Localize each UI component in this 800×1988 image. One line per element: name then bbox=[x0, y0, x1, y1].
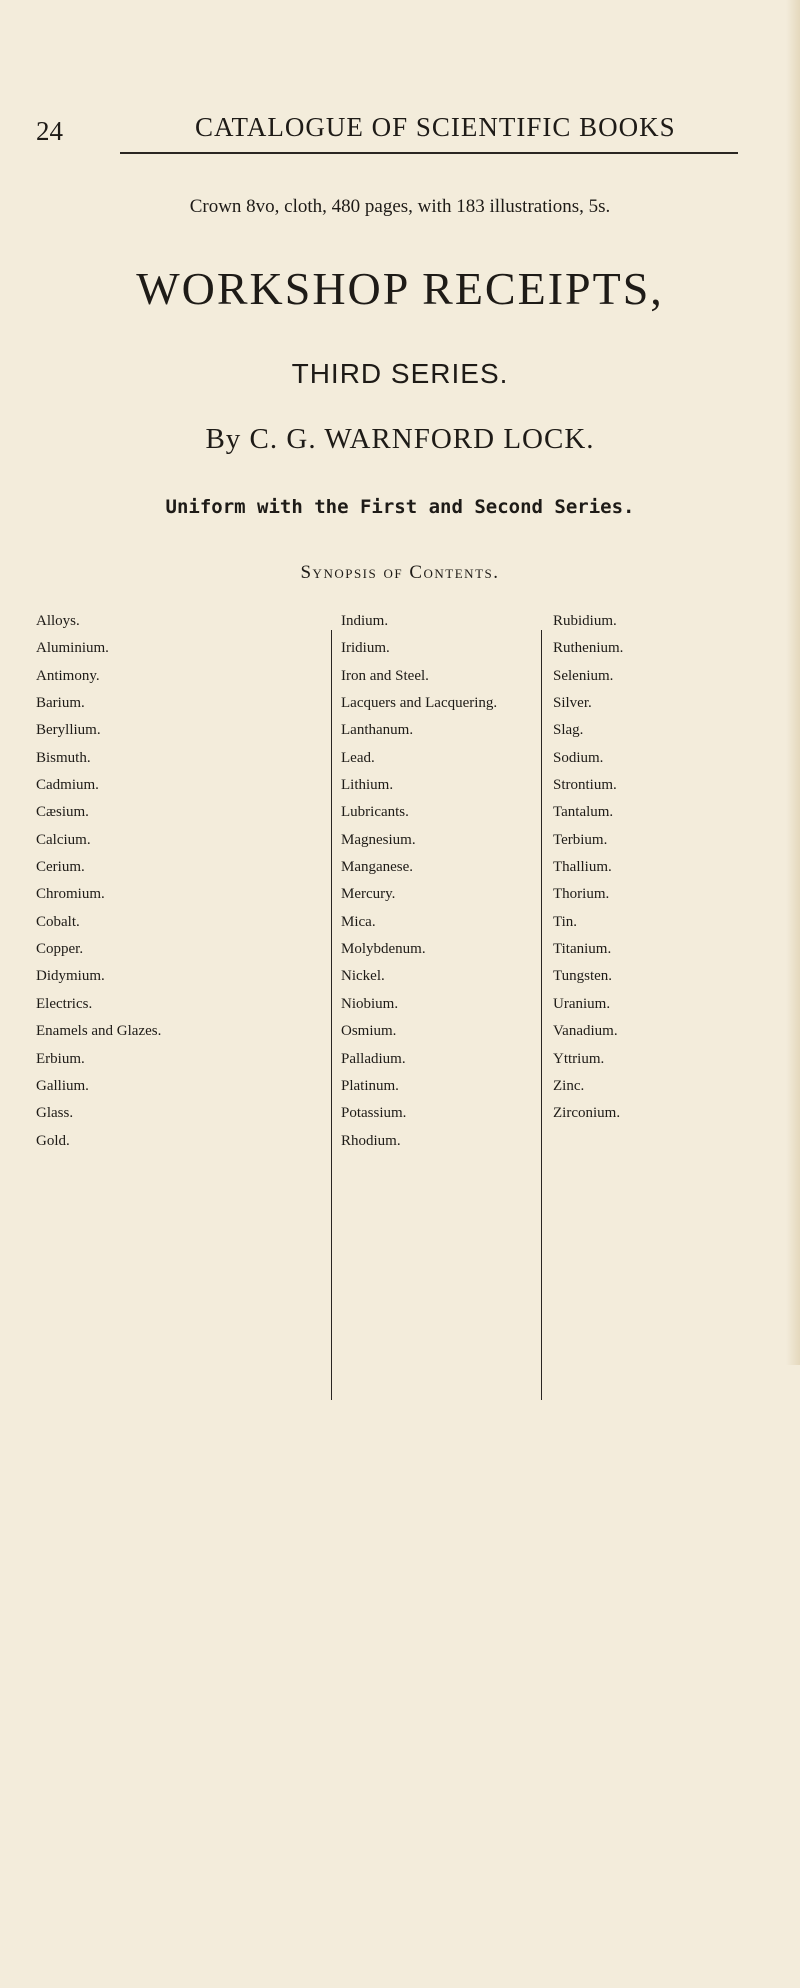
contents-item: Electrics. bbox=[36, 995, 93, 1012]
contents-item: Copper. bbox=[36, 941, 84, 958]
book-title: WORKSHOP RECEIPTS, bbox=[136, 263, 664, 314]
contents-item: Zinc. bbox=[553, 1077, 585, 1094]
contents-item: Glass. bbox=[36, 1105, 74, 1122]
publication-info: Crown 8vo, cloth, 480 pages, with 183 illustrations, 5s. bbox=[189, 196, 611, 217]
contents-table bbox=[36, 608, 766, 1988]
contents-item: Tantalum. bbox=[553, 804, 614, 821]
contents-item: Selenium. bbox=[553, 667, 614, 684]
contents-item: Calcium. bbox=[36, 831, 91, 848]
contents-item: Nickel. bbox=[341, 968, 385, 985]
contents-item: Lubricants. bbox=[341, 804, 409, 821]
contents-column-3 bbox=[553, 608, 623, 1128]
contents-item: Palladium. bbox=[341, 1050, 406, 1067]
contents-item: Uranium. bbox=[553, 995, 611, 1012]
contents-item: Osmium. bbox=[341, 1023, 397, 1040]
contents-column-1 bbox=[36, 608, 161, 1155]
contents-item: Antimony. bbox=[36, 667, 100, 684]
contents-item: Potassium. bbox=[341, 1105, 407, 1122]
contents-item: Barium. bbox=[36, 695, 85, 712]
contents-item: Magnesium. bbox=[341, 831, 416, 848]
contents-item: Erbium. bbox=[36, 1050, 85, 1067]
series-title: THIRD SERIES. bbox=[291, 358, 509, 389]
synopsis-heading: Synopsis of Contents. bbox=[300, 562, 500, 583]
contents-item: Yttrium. bbox=[553, 1050, 605, 1067]
contents-item: Zirconium. bbox=[553, 1105, 621, 1122]
contents-item: Iron and Steel. bbox=[341, 667, 429, 684]
contents-item: Lead. bbox=[341, 749, 375, 766]
contents-item: Enamels and Glazes. bbox=[36, 1023, 162, 1040]
contents-item: Gold. bbox=[36, 1132, 70, 1149]
contents-item: Cæsium. bbox=[36, 804, 89, 821]
contents-item: Slag. bbox=[553, 722, 584, 739]
contents-item: Molybdenum. bbox=[341, 941, 426, 958]
column-divider bbox=[331, 630, 332, 1400]
contents-item: Rhodium. bbox=[341, 1132, 401, 1149]
contents-item: Cobalt. bbox=[36, 913, 80, 930]
contents-item: Ruthenium. bbox=[553, 640, 624, 657]
contents-item: Lanthanum. bbox=[341, 722, 414, 739]
contents-item: Alloys. bbox=[36, 613, 80, 629]
contents-item: Cerium. bbox=[36, 859, 85, 876]
contents-item: Thorium. bbox=[553, 886, 610, 903]
contents-item: Bismuth. bbox=[36, 749, 91, 766]
contents-column-2 bbox=[341, 608, 497, 1155]
contents-item: Lithium. bbox=[341, 777, 394, 794]
contents-item: Gallium. bbox=[36, 1077, 89, 1094]
contents-item: Platinum. bbox=[341, 1077, 399, 1094]
contents-item: Mica. bbox=[341, 913, 376, 930]
contents-item: Manganese. bbox=[341, 859, 414, 876]
uniform-note: Uniform with the First and Second Series. bbox=[165, 496, 635, 518]
contents-item: Lacquers and Lacquering. bbox=[341, 695, 498, 712]
page-number: 24 bbox=[36, 116, 63, 146]
author-line: By C. G. WARNFORD LOCK. bbox=[205, 423, 595, 455]
contents-item: Niobium. bbox=[341, 995, 399, 1012]
contents-item: Didymium. bbox=[36, 968, 105, 985]
contents-item: Silver. bbox=[553, 695, 592, 712]
contents-item: Indium. bbox=[341, 613, 389, 629]
contents-item: Beryllium. bbox=[36, 722, 101, 739]
contents-item: Tin. bbox=[553, 913, 578, 930]
running-head: CATALOGUE OF SCIENTIFIC BOOKS bbox=[195, 112, 676, 142]
contents-item: Cadmium. bbox=[36, 777, 99, 794]
contents-item: Titanium. bbox=[553, 941, 612, 958]
contents-item: Strontium. bbox=[553, 777, 617, 794]
contents-item: Rubidium. bbox=[553, 613, 617, 629]
contents-item: Vanadium. bbox=[553, 1023, 618, 1040]
contents-item: Chromium. bbox=[36, 886, 105, 903]
contents-item: Thallium. bbox=[553, 859, 612, 876]
contents-item: Mercury. bbox=[341, 886, 396, 903]
column-divider bbox=[541, 630, 542, 1400]
contents-item: Iridium. bbox=[341, 640, 390, 657]
contents-item: Aluminium. bbox=[36, 640, 109, 657]
contents-item: Tungsten. bbox=[553, 968, 613, 985]
contents-item: Terbium. bbox=[553, 831, 608, 848]
page-header bbox=[0, 108, 800, 148]
contents-item: Sodium. bbox=[553, 749, 604, 766]
header-rule bbox=[120, 152, 738, 154]
